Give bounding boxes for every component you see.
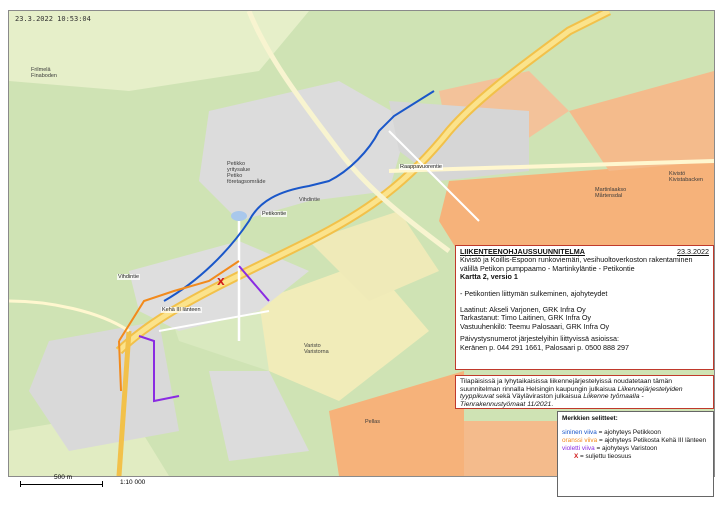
pond: [231, 211, 247, 221]
scale-bar: [20, 476, 170, 490]
place-frilmela: Frilmelä Finaboden: [31, 67, 57, 79]
legend-orange-desc: = ajohyteys Petikosta Kehä III länteen: [597, 437, 707, 444]
note-text-italic2: Liikenne työmaalla - Tienrakennustyömaat 11/2021: [460, 393, 644, 408]
note-text-italic1: Liikennejärjestelyiden tyyppikuvat: [460, 385, 683, 401]
place-pellas: Pellas: [365, 419, 380, 425]
legend-blue-desc: = ajohyteys Petikkoon: [596, 429, 661, 436]
note-text-end: .: [551, 400, 554, 408]
legend-x-desc: = suljettu tieosuus: [578, 453, 632, 460]
scale-ratio: 1:10 000: [120, 479, 146, 486]
legend-item-violet: [562, 445, 709, 453]
legend-item-orange: [562, 437, 709, 445]
legend-blue-name: sininen viiva: [562, 429, 597, 436]
note-text-start: Tilapäisissä ja lyhytaikaisissa liikennejärjestelyissä noudatetaan tämän suunnitelman rinnalla Helsingin kaupungin julkaisua: [460, 378, 673, 393]
legend-box: [557, 411, 714, 497]
map-version: Kartta 2, versio 1: [460, 272, 518, 282]
place-martinlaakso: Martinlaakso Mårtensdal: [595, 187, 627, 199]
road-label-vihdintie-top: Vihdintie: [299, 197, 320, 203]
road-label-raappavuorentie[interactable]: Raappavuorentie: [400, 164, 442, 170]
legend-orange-name: oranssi viiva: [562, 437, 598, 444]
plan-description-line2: välillä Petikon pumppaamo - Martinkyläntie - Petikontie: [460, 263, 635, 273]
phones-label: Päivystysnumerot järjestelyihin liittyvissä asioissa:: [460, 334, 619, 344]
residential-area: [464, 421, 569, 476]
legend-violet-desc: = ajohyteys Varistoon: [594, 445, 658, 452]
road-label-petikontie[interactable]: Petikontie: [262, 211, 287, 217]
plan-description-line1: Kivistö ja Koillis-Espoon runkoviemäri, vesihuoltoverkoston rakentaminen: [460, 255, 693, 265]
note-text-mid: sekä Väyläviraston julkaisua: [494, 393, 584, 401]
legend-item-blue: [562, 429, 709, 437]
legend-violet-name: violetti viiva: [562, 445, 595, 452]
legend-x-mark: X: [574, 453, 579, 460]
legend-item-closed: [562, 453, 709, 461]
print-timestamp: 23.3.2022 10:53:04: [15, 15, 91, 23]
road-label-vihdintie[interactable]: Vihdintie: [118, 274, 139, 280]
plan-checker: Tarkastanut: Timo Laitinen, GRK Infra Oy: [460, 313, 592, 323]
phones: Keränen p. 044 291 1661, Palosaari p. 0500 888 297: [460, 342, 630, 352]
plan-author: Laatinut: Akseli Varjonen, GRK Infra Oy: [460, 305, 586, 315]
place-varisto: Varisto Varistorna: [304, 343, 329, 355]
plan-info-box: [455, 245, 714, 370]
road-label-keha3[interactable]: Kehä III länteen: [162, 307, 201, 313]
legend-title: Merkkien selitteet:: [562, 415, 618, 422]
plan-title: LIIKENTEENOHJAUSSUUNNITELMA: [460, 247, 585, 256]
plan-item: - Petikontien liittymän sulkeminen, ajohyteydet: [460, 288, 608, 298]
regulation-note: [455, 375, 714, 409]
plan-responsible: Vastuuhenkilö: Teemu Palosaari, GRK Infra Oy: [460, 321, 610, 331]
plan-date: 23.3.2022: [677, 247, 709, 256]
closed-section-mark: X: [217, 277, 225, 288]
scale-bar-label: 500 m: [54, 474, 73, 481]
place-kivisto: Kivistö Kivistabacken: [669, 171, 703, 183]
place-petikko: Petikko yritysalue Petiko företagsområde: [227, 161, 266, 185]
